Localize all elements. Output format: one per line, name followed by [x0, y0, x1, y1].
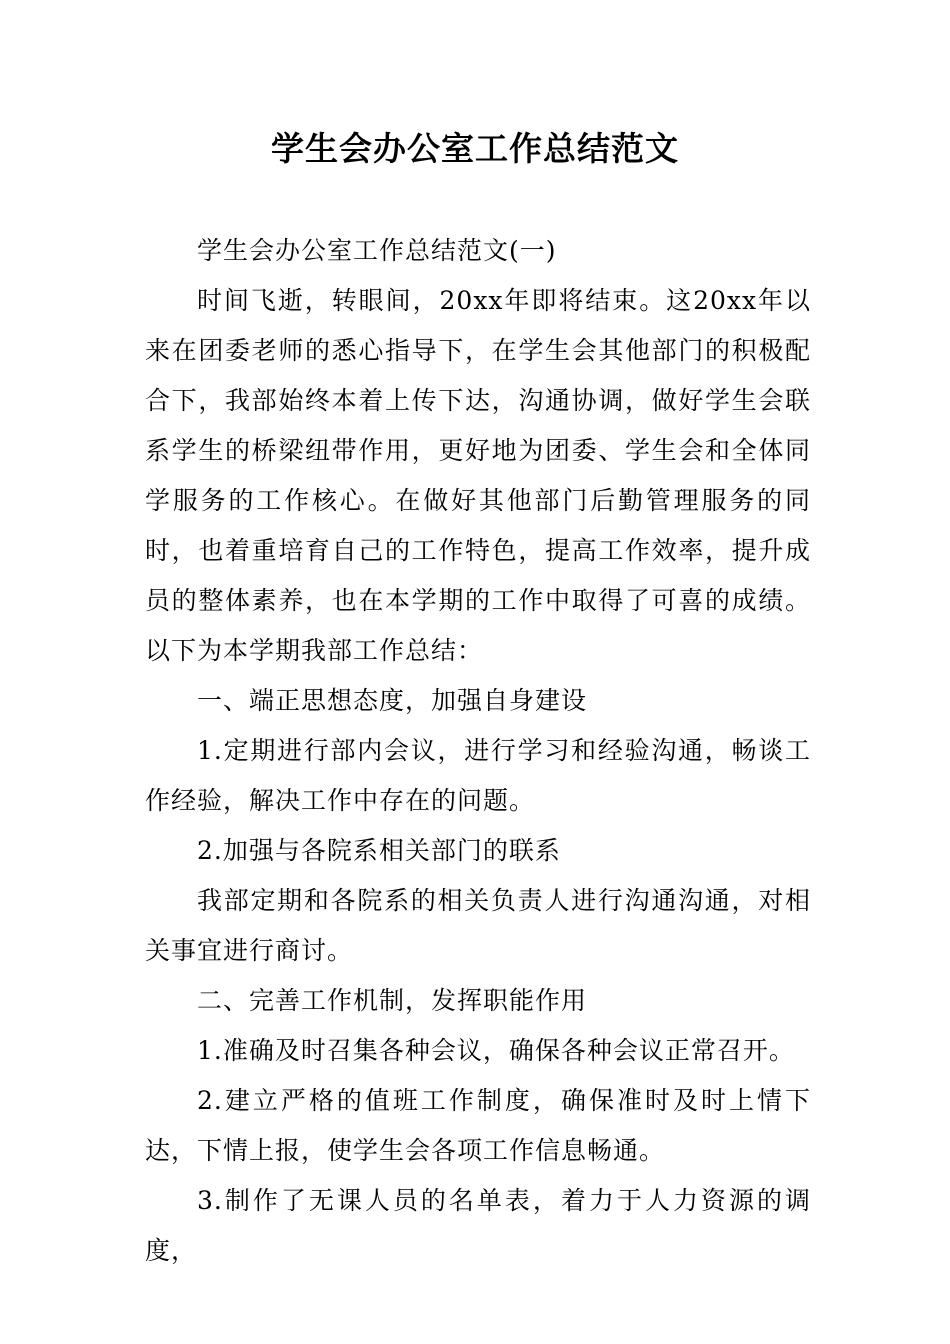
list-item: 1.定期进行部内会议，进行学习和经验沟通，畅谈工作经验，解决工作中存在的问题。 [145, 736, 811, 815]
section-heading: 一、端正思想态度，加强自身建设 [197, 686, 588, 715]
list-item: 3.制作了无课人员的名单表，着力于人力资源的调度， [145, 1186, 811, 1265]
intro-paragraph: 时间飞逝，转眼间，20xx年即将结束。这20xx年以来在团委老师的悉心指导下，在学生会其他部门的积极配合下，我部始终本着上传下达，沟通协调，做好学生会联系学生的桥梁纽带作用，更好地为团委、学生会和全体同学服务的工作核心。在做好其他部门后勤管理服务的同时，也着重培育自己的工作特色，提高工作效率，提升成员的整体素养，也在本学期的工作中取得了可喜的成绩。以下为本学期我部工作总结： [145, 286, 811, 665]
body-paragraph: 我部定期和各院系的相关负责人进行沟通沟通，对相关事宜进行商讨。 [145, 886, 811, 965]
section-heading: 二、完善工作机制，发挥职能作用 [197, 986, 588, 1015]
list-item: 2.加强与各院系相关部门的联系 [197, 836, 561, 865]
document-title: 学生会办公室工作总结范文 [271, 129, 679, 168]
list-item: 1.准确及时召集各种会议，确保各种会议正常召开。 [197, 1036, 795, 1065]
section-heading: 学生会办公室工作总结范文(一) [197, 236, 557, 265]
document-body [145, 226, 811, 1276]
list-item: 2.建立严格的值班工作制度，确保准时及时上情下达，下情上报，使学生会各项工作信息畅通。 [145, 1086, 811, 1165]
